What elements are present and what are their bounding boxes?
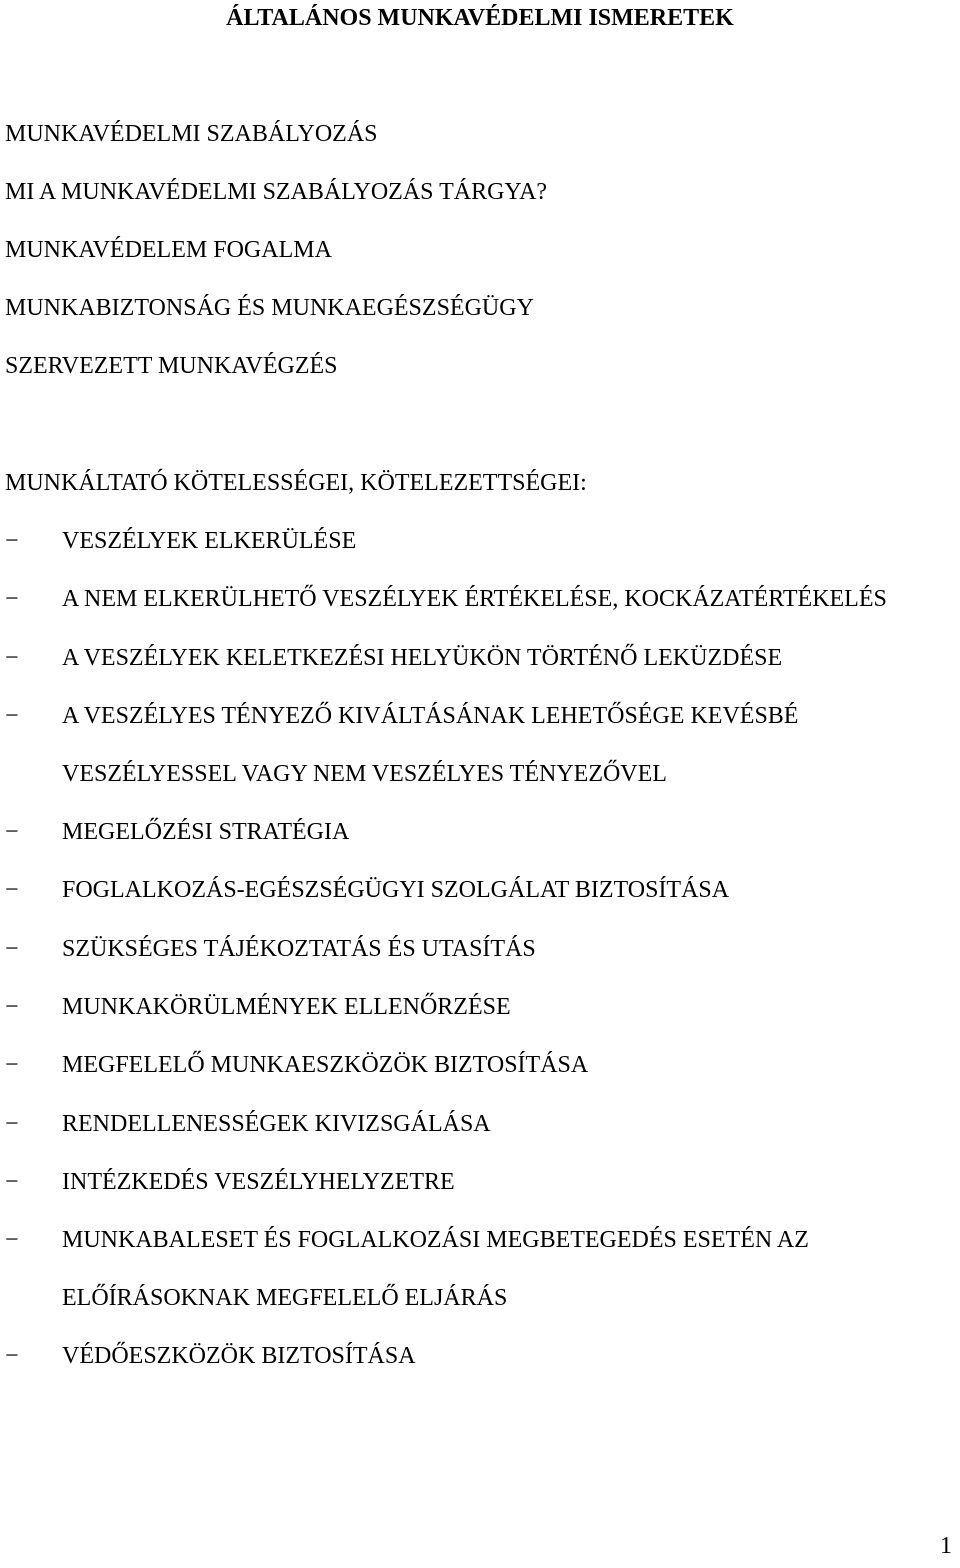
- list-item-text: VESZÉLYEK ELKERÜLÉSE: [62, 528, 357, 554]
- bullet-dash: −: [5, 1169, 19, 1195]
- section-title: MUNKÁLTATÓ KÖTELESSÉGEI, KÖTELEZETTSÉGEI:: [5, 470, 587, 496]
- list-item-text: MEGELŐZÉSI STRATÉGIA: [62, 819, 350, 845]
- list-item-text: A VESZÉLYEK KELETKEZÉSI HELYÜKÖN TÖRTÉNŐ LEKÜZDÉSE: [62, 645, 783, 671]
- bullet-dash: −: [5, 1227, 19, 1253]
- list-item-text: SZÜKSÉGES TÁJÉKOZTATÁS ÉS UTASÍTÁS: [62, 936, 536, 962]
- list-item-text: VÉDŐESZKÖZÖK BIZTOSÍTÁSA: [62, 1343, 416, 1369]
- list-item-text: MUNKAKÖRÜLMÉNYEK ELLENŐRZÉSE: [62, 994, 511, 1020]
- page-title: ÁLTALÁNOS MUNKAVÉDELMI ISMERETEK: [226, 5, 734, 31]
- heading-munkavedelem-fogalma: MUNKAVÉDELEM FOGALMA: [5, 237, 332, 263]
- list-item-continuation: ELŐÍRÁSOKNAK MEGFELELŐ ELJÁRÁS: [62, 1285, 508, 1311]
- bullet-dash: −: [5, 1052, 19, 1078]
- page-number: 1: [940, 1533, 952, 1559]
- list-item-text: MUNKABALESET ÉS FOGLALKOZÁSI MEGBETEGEDÉS ESETÉN AZ: [62, 1227, 809, 1253]
- list-item-text: MEGFELELŐ MUNKAESZKÖZÖK BIZTOSÍTÁSA: [62, 1052, 589, 1078]
- bullet-dash: −: [5, 586, 19, 612]
- bullet-dash: −: [5, 819, 19, 845]
- list-item-text: A NEM ELKERÜLHETŐ VESZÉLYEK ÉRTÉKELÉSE, KOCKÁZATÉRTÉKELÉS: [62, 586, 887, 612]
- bullet-dash: −: [5, 645, 19, 671]
- list-item-text: RENDELLENESSÉGEK KIVIZSGÁLÁSA: [62, 1111, 491, 1137]
- bullet-dash: −: [5, 994, 19, 1020]
- heading-munkavedelmi-szabalyozas: MUNKAVÉDELMI SZABÁLYOZÁS: [5, 121, 378, 147]
- heading-munkabiztonsag: MUNKABIZTONSÁG ÉS MUNKAEGÉSZSÉGÜGY: [5, 295, 534, 321]
- bullet-dash: −: [5, 1111, 19, 1137]
- list-item-text: FOGLALKOZÁS-EGÉSZSÉGÜGYI SZOLGÁLAT BIZTOSÍTÁSA: [62, 877, 730, 903]
- list-item-continuation: VESZÉLYESSEL VAGY NEM VESZÉLYES TÉNYEZŐVEL: [62, 761, 667, 787]
- bullet-dash: −: [5, 528, 19, 554]
- heading-szervezett-munkavegzes: SZERVEZETT MUNKAVÉGZÉS: [5, 353, 338, 379]
- list-item-text: INTÉZKEDÉS VESZÉLYHELYZETRE: [62, 1169, 455, 1195]
- heading-szabalyozas-targya: MI A MUNKAVÉDELMI SZABÁLYOZÁS TÁRGYA?: [5, 179, 548, 205]
- bullet-dash: −: [5, 936, 19, 962]
- bullet-dash: −: [5, 703, 19, 729]
- bullet-dash: −: [5, 1343, 19, 1369]
- bullet-dash: −: [5, 877, 19, 903]
- list-item-text: A VESZÉLYES TÉNYEZŐ KIVÁLTÁSÁNAK LEHETŐSÉGE KEVÉSBÉ: [62, 703, 799, 729]
